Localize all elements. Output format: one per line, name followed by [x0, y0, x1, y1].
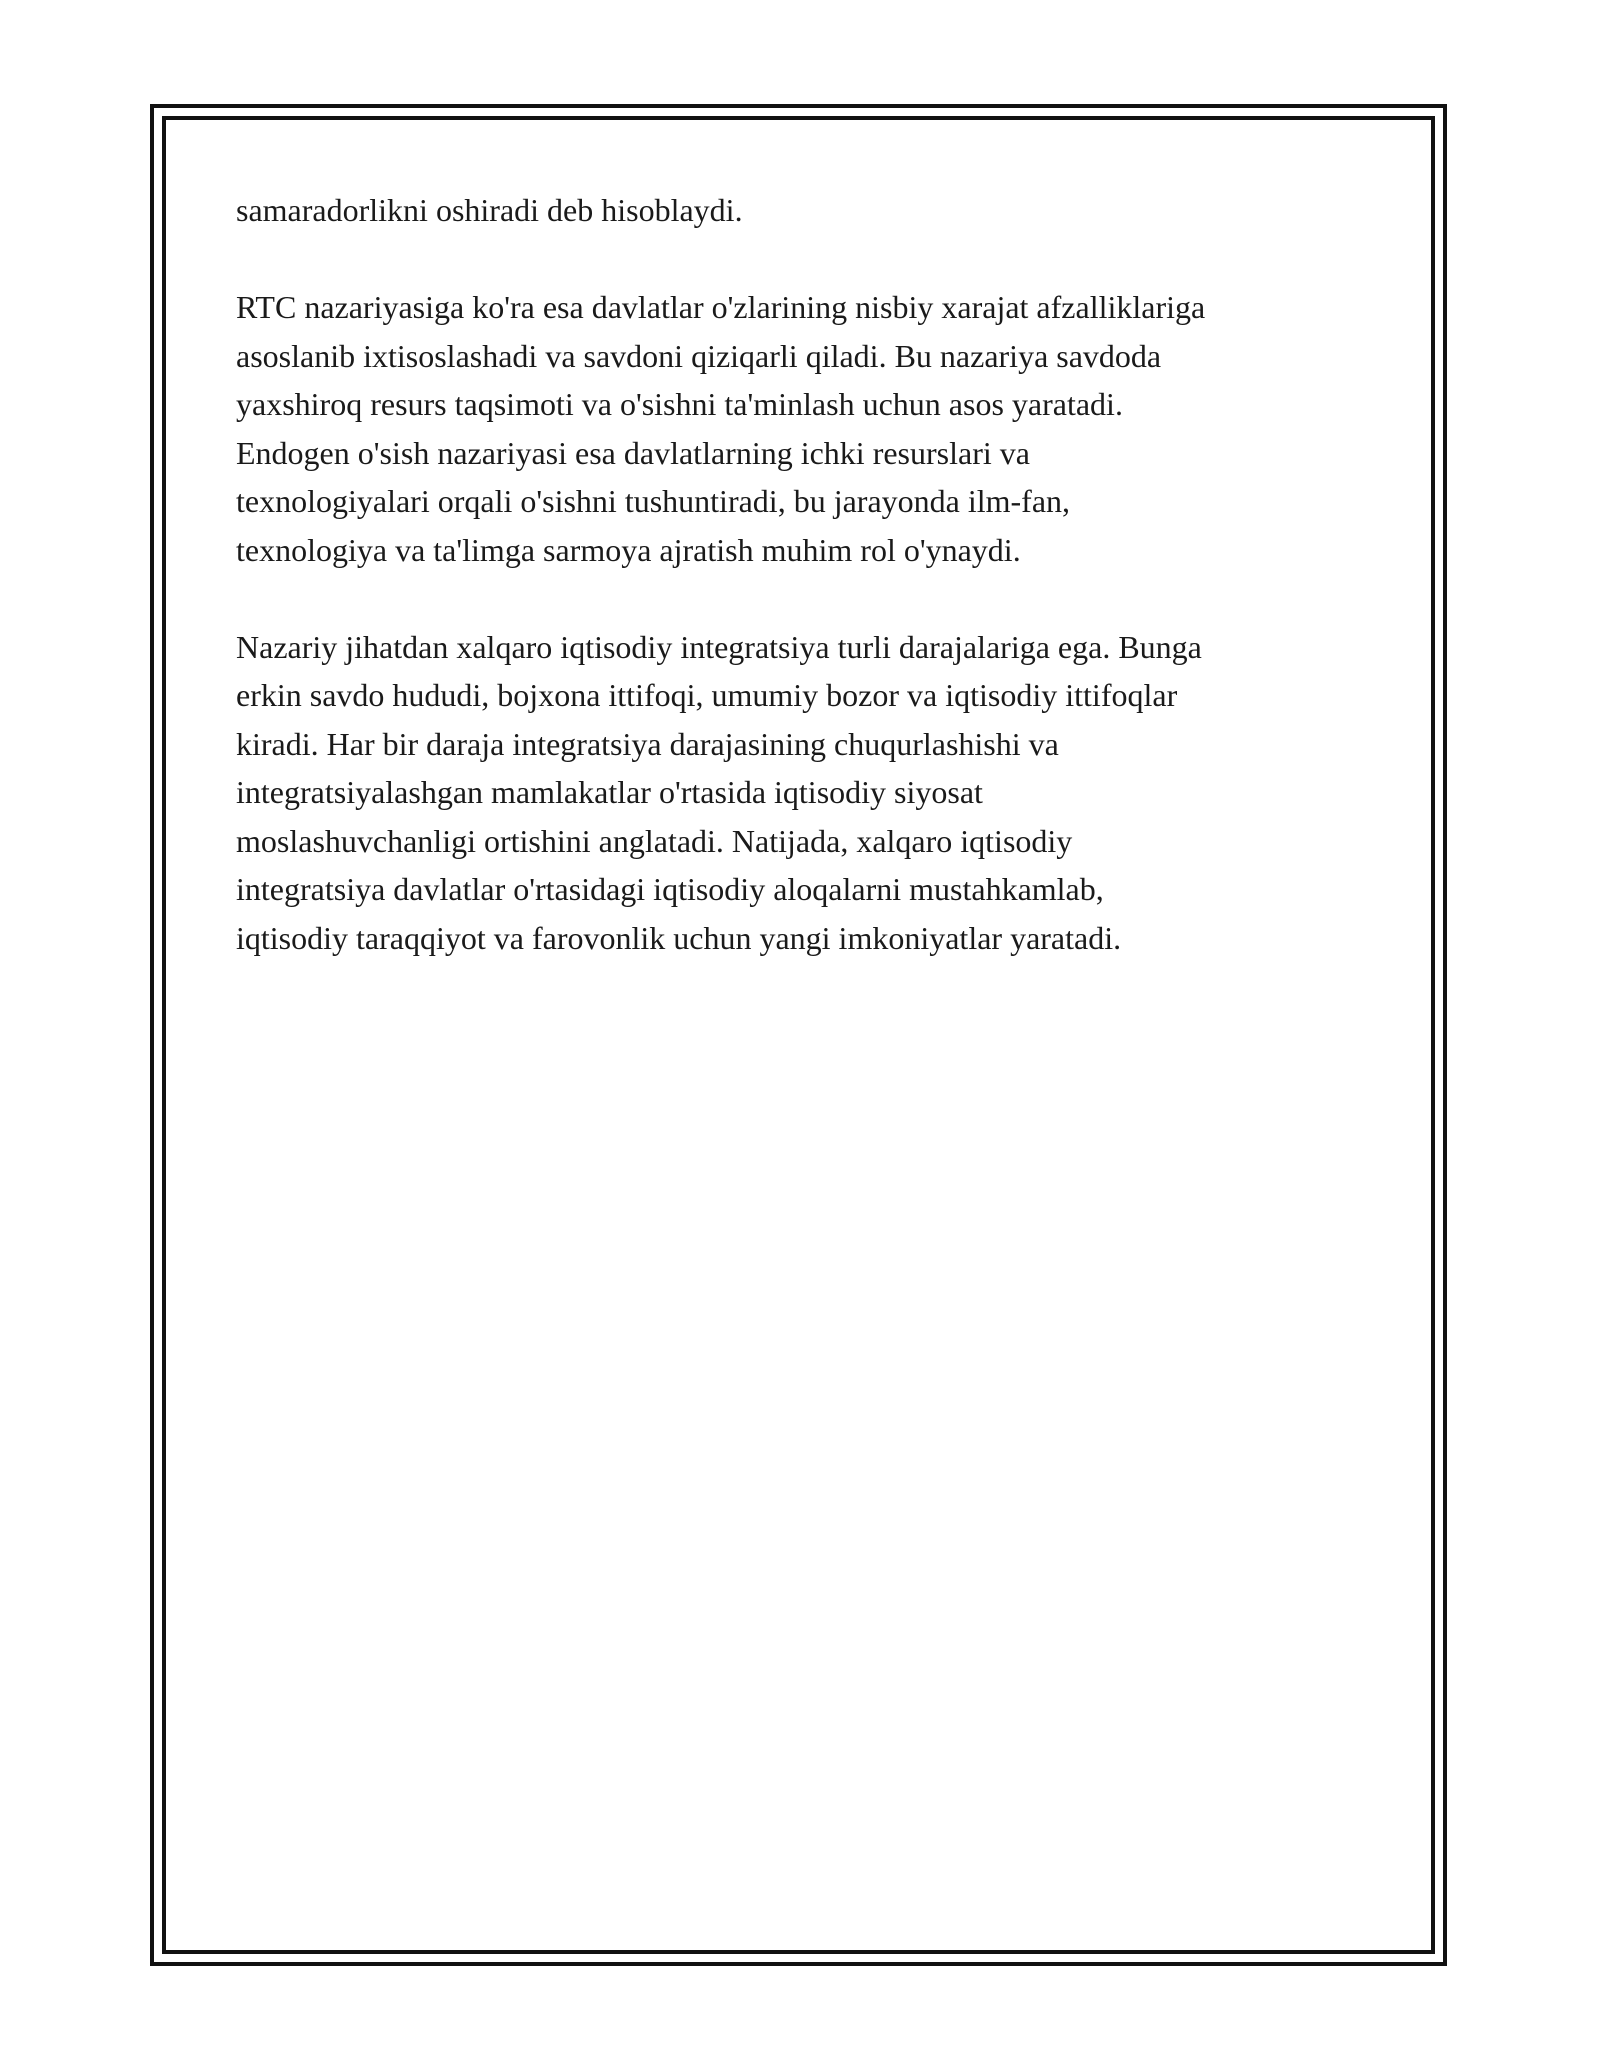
paragraph-1: samaradorlikni oshiradi deb hisoblaydi.	[236, 192, 743, 228]
paragraph-2: RTC nazariyasiga ko'ra esa davlatlar o'zlarining nisbiy xarajat afzalliklariga asoslanib ixtisoslashadi va savdoni qiziqarli qiladi. Bu nazariya savdoda yaxshiroq resurs taqsimoti va o'sishni ta'minlash uchun asos yaratadi. Endogen o'sish nazariyasi esa davlatlarning ichki resurslari va texnologiyalari orqali o'sishni tushuntiradi, bu jarayonda ilm-fan, texnologiya va ta'limga sarmoya ajratish muhim rol o'ynaydi.	[236, 289, 1206, 568]
paragraph-3: Nazariy jihatdan xalqaro iqtisodiy integratsiya turli darajalariga ega. Bunga erkin savdo hududi, bojxona ittifoqi, umumiy bozor va iqtisodiy ittifoqlar kiradi. Har bir daraja integratsiya darajasining chuqurlashishi va integratsiyalashgan mamlakatlar o'rtasida iqtisodiy siyosat moslashuvchanligi ortishini anglatadi. Natijada, xalqaro iqtisodiy integratsiya davlatlar o'rtasidagi iqtisodiy aloqalarni mustahkamlab, iqtisodiy taraqqiyot va farovonlik uchun yangi imkoniyatlar yaratadi.	[236, 628, 1202, 956]
document-body	[236, 186, 1376, 1011]
